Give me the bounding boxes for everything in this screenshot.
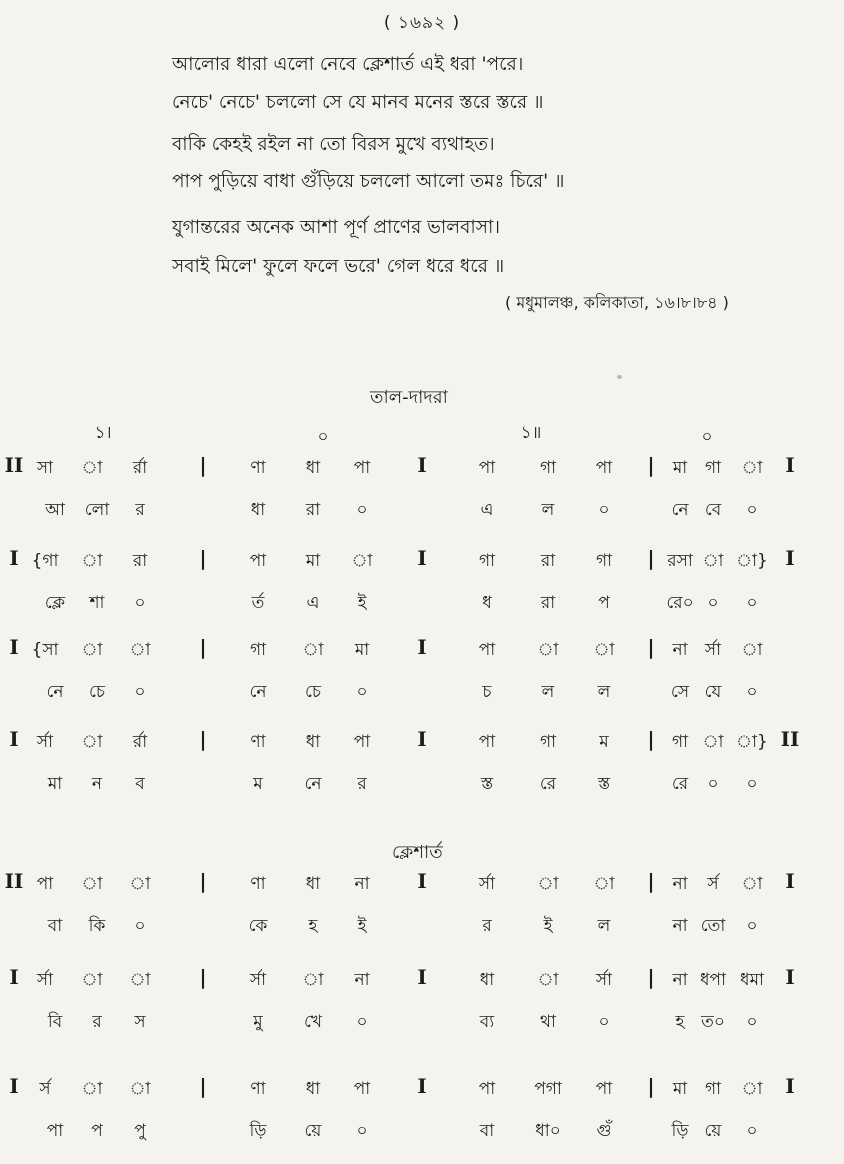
bar-line: I — [785, 453, 795, 477]
poem-line: পাপ পুড়িয়ে বাধা গুঁড়িয়ে চললো আলো তমঃ চিরে' ॥ — [172, 171, 565, 192]
bar-line: | — [647, 546, 655, 570]
lyric-syllable: র — [482, 916, 492, 936]
lyric-syllable: ০ — [746, 916, 758, 936]
lyric-syllable: মু — [253, 1012, 263, 1032]
bar-line: I — [417, 965, 427, 989]
swara-note: া — [81, 970, 103, 990]
lyric-syllable: রে — [671, 774, 689, 794]
bar-line: | — [647, 727, 655, 751]
swara-note: না — [354, 874, 370, 894]
swara-note: গা — [595, 551, 613, 571]
lyric-syllable: নে — [46, 682, 64, 702]
swara-note: া — [302, 640, 324, 660]
swara-note: র্স — [707, 874, 719, 894]
swara-note: সা — [36, 458, 54, 478]
swara-note: মা — [305, 551, 321, 571]
bar-line: I — [417, 453, 427, 477]
swara-note: া — [81, 1079, 103, 1099]
lyric-syllable: চে — [304, 682, 322, 702]
swara-note: {সা — [31, 640, 59, 660]
poem-line: সবাই মিলে' ফুলে ফলে ভরে' গেল ধরে ধরে ॥ — [172, 256, 505, 277]
lyric-syllable: ০ — [707, 593, 719, 613]
swara-note: ণা — [250, 732, 266, 752]
lyric-syllable: গুঁ — [596, 1121, 612, 1141]
lyric-syllable: ব — [135, 774, 145, 794]
lyric-syllable: ০ — [356, 1012, 368, 1032]
swara-note: র্সা — [36, 732, 54, 752]
lyric-syllable: প — [91, 1121, 103, 1141]
swara-note: া — [741, 458, 763, 478]
lyric-syllable: বি — [47, 1012, 63, 1032]
lyric-syllable: ০ — [746, 1121, 758, 1141]
swara-note: না — [672, 970, 688, 990]
page-number: ( ১৬৯২ ) — [383, 13, 461, 33]
lyric-syllable: ই — [357, 593, 367, 613]
bar-line: | — [199, 965, 207, 989]
lyric-syllable: প — [598, 593, 610, 613]
swara-note: া — [129, 640, 151, 660]
swara-note: া — [702, 551, 724, 571]
swara-note: র্রা — [132, 458, 148, 478]
swara-note: মা — [672, 1079, 688, 1099]
swara-note: না — [354, 970, 370, 990]
bar-line: I — [785, 1074, 795, 1098]
swara-note: া — [741, 1079, 763, 1099]
poem-line: যুগান্তরের অনেক আশা পূর্ণ প্রাণের ভালবাসা। — [172, 217, 500, 238]
bar-line: I — [417, 635, 427, 659]
bar-line: I — [785, 546, 795, 570]
swara-note: পা — [478, 640, 496, 660]
swara-note: রা — [132, 551, 148, 571]
swara-note: রসা — [667, 551, 693, 571]
swara-note: পা — [595, 458, 613, 478]
swara-note: া} — [736, 732, 768, 752]
swara-note: া — [81, 458, 103, 478]
swara-note: া — [702, 732, 724, 752]
bar-line: | — [647, 1074, 655, 1098]
swara-note: া — [129, 874, 151, 894]
swara-note: ধা — [305, 1079, 321, 1099]
swara-note: পা — [478, 458, 496, 478]
lyric-syllable: ল — [541, 682, 555, 702]
bar-line: | — [647, 453, 655, 477]
beat-marker: ০ — [317, 427, 329, 447]
lyric-syllable: র — [135, 500, 145, 520]
lyric-syllable: বে — [704, 500, 722, 520]
bar-line: I — [9, 965, 19, 989]
lyric-syllable: রা — [305, 500, 321, 520]
bar-line: II — [4, 869, 24, 893]
swara-note: া — [537, 874, 559, 894]
swara-note: র্সা — [704, 640, 722, 660]
bar-line: I — [9, 546, 19, 570]
bar-line: I — [785, 965, 795, 989]
lyric-syllable: না — [672, 916, 688, 936]
lyric-syllable: ক্লে — [44, 593, 66, 613]
bar-line: | — [199, 546, 207, 570]
swara-note: পা — [353, 1079, 371, 1099]
swara-note: ধা — [305, 458, 321, 478]
swara-note: পা — [353, 458, 371, 478]
lyric-syllable: ০ — [598, 1012, 610, 1032]
lyric-syllable: ০ — [356, 500, 368, 520]
swara-note: া — [302, 970, 324, 990]
swara-note: া — [129, 970, 151, 990]
swara-note: ধপা — [700, 970, 726, 990]
lyric-syllable: ধ — [482, 593, 492, 613]
lyric-syllable: র — [92, 1012, 102, 1032]
swara-note: গা — [704, 1079, 722, 1099]
bar-line: | — [199, 1074, 207, 1098]
swara-note: গা — [671, 732, 689, 752]
swara-note: গা — [539, 458, 557, 478]
lyric-syllable: শা — [89, 593, 105, 613]
lyric-syllable: ই — [543, 916, 553, 936]
beat-marker: ১॥ — [520, 423, 542, 443]
swara-note: ণা — [250, 458, 266, 478]
lyric-syllable: সে — [670, 682, 690, 702]
swara-note: া — [741, 640, 763, 660]
lyric-syllable: আ — [45, 500, 65, 520]
swara-note: া — [81, 640, 103, 660]
swara-note: র্স — [39, 1079, 51, 1099]
lyric-syllable: ল — [541, 500, 555, 520]
lyric-syllable: স্ত — [480, 774, 494, 794]
swara-note: ধা — [305, 874, 321, 894]
bar-line: I — [417, 1074, 427, 1098]
lyric-syllable: ধা০ — [535, 1121, 561, 1141]
swara-note: গা — [704, 458, 722, 478]
lyric-syllable: নে — [249, 682, 267, 702]
swara-note: া — [129, 1079, 151, 1099]
swara-note: পা — [249, 551, 267, 571]
lyric-syllable: ধা — [250, 500, 266, 520]
lyric-syllable: ০ — [746, 593, 758, 613]
lyric-syllable: র্ত — [251, 593, 265, 613]
swara-note: ণা — [250, 1079, 266, 1099]
swara-note: না — [672, 640, 688, 660]
lyric-syllable: য়ে — [304, 1121, 322, 1141]
lyric-syllable: স — [134, 1012, 146, 1032]
lyric-syllable: রে০ — [666, 593, 694, 613]
swara-note: গা — [478, 551, 496, 571]
bar-line: I — [785, 869, 795, 893]
swara-note: মা — [672, 458, 688, 478]
swara-note: পা — [353, 732, 371, 752]
lyric-syllable: কি — [88, 916, 106, 936]
lyric-syllable: লো — [84, 500, 110, 520]
lyric-syllable: ই — [357, 916, 367, 936]
swara-note: না — [672, 874, 688, 894]
lyric-syllable: এ — [306, 593, 320, 613]
lyric-syllable: ০ — [134, 593, 146, 613]
swara-note: া — [537, 970, 559, 990]
lyric-syllable: ম — [253, 774, 263, 794]
poem-line: নেচে' নেচে' চললো সে যে মানব মনের স্তরে স্তরে ॥ — [172, 92, 544, 113]
lyric-syllable: ল — [597, 916, 611, 936]
print-smudge — [617, 375, 622, 379]
swara-note: া — [741, 874, 763, 894]
beat-marker: ১। — [94, 423, 112, 443]
bar-line: I — [9, 727, 19, 751]
lyric-syllable: ০ — [134, 916, 146, 936]
lyric-syllable: ন — [91, 774, 103, 794]
swara-note: পা — [478, 1079, 496, 1099]
bar-line: | — [199, 869, 207, 893]
lyric-syllable: যে — [704, 682, 722, 702]
swara-note: পা — [595, 1079, 613, 1099]
swara-note: {গা — [31, 551, 59, 571]
swara-note: ণা — [250, 874, 266, 894]
lyric-syllable: পু — [134, 1121, 146, 1141]
lyric-syllable: ড়ি — [671, 1121, 689, 1141]
swara-note: ধা — [305, 732, 321, 752]
swara-note: া — [351, 551, 373, 571]
lyric-syllable: পা — [46, 1121, 64, 1141]
bar-line: | — [199, 635, 207, 659]
swara-note: র্সা — [595, 970, 613, 990]
lyric-syllable: য়ে — [704, 1121, 722, 1141]
lyric-syllable: থা — [540, 1012, 556, 1032]
lyric-syllable: ০ — [134, 682, 146, 702]
bar-line: I — [417, 546, 427, 570]
lyric-syllable: রে — [539, 774, 557, 794]
lyric-syllable: নে — [304, 774, 322, 794]
lyric-syllable: ০ — [356, 1121, 368, 1141]
swara-note: ধা — [479, 970, 495, 990]
swara-note: গা — [539, 732, 557, 752]
swara-note: পা — [36, 874, 54, 894]
poem-credit: ( মধুমালঞ্চ, কলিকাতা, ১৬।৮।৮৪ ) — [505, 293, 729, 312]
lyric-syllable: ০ — [707, 774, 719, 794]
lyric-syllable: হ — [675, 1012, 685, 1032]
poem-line: আলোর ধারা এলো নেবে ক্লেশার্ত এই ধরা 'পরে। — [172, 54, 524, 75]
swara-note: রা — [540, 551, 556, 571]
bar-line: | — [199, 727, 207, 751]
swara-note: পা — [478, 732, 496, 752]
lyric-syllable: হ — [308, 916, 318, 936]
swara-note: গা — [249, 640, 267, 660]
lyric-syllable: র — [357, 774, 367, 794]
swara-note: া} — [736, 551, 768, 571]
swara-note: া — [81, 732, 103, 752]
swara-note: মা — [354, 640, 370, 660]
lyric-syllable: কে — [248, 916, 268, 936]
lyric-syllable: স্ত — [597, 774, 611, 794]
lyric-syllable: নে — [671, 500, 689, 520]
lyric-syllable: বা — [479, 1121, 495, 1141]
lyric-syllable: ০ — [746, 774, 758, 794]
bar-line: | — [199, 453, 207, 477]
bar-line: | — [647, 965, 655, 989]
swara-note: র্সা — [249, 970, 267, 990]
lyric-syllable: ব্য — [479, 1012, 495, 1032]
lyric-syllable: মা — [47, 774, 63, 794]
lyric-syllable: ০ — [746, 500, 758, 520]
swara-note: া — [81, 551, 103, 571]
lyric-syllable: এ — [480, 500, 494, 520]
lyric-syllable: খে — [303, 1012, 323, 1032]
lyric-syllable: ০ — [746, 682, 758, 702]
swara-note: পগা — [534, 1079, 562, 1099]
bar-line: I — [9, 635, 19, 659]
swara-note: র্রা — [132, 732, 148, 752]
swara-note: া — [593, 640, 615, 660]
poem-line: বাকি কেহই রইল না তো বিরস মুখে ব্যথাহত। — [172, 134, 495, 155]
lyric-syllable: ০ — [746, 1012, 758, 1032]
bar-line: I — [417, 869, 427, 893]
bar-line: II — [4, 453, 24, 477]
swara-note: া — [593, 874, 615, 894]
beat-marker: ০ — [701, 427, 713, 447]
bar-line: | — [647, 869, 655, 893]
swara-note: ধমা — [740, 970, 764, 990]
lyric-syllable: ০ — [598, 500, 610, 520]
bar-line: | — [647, 635, 655, 659]
bar-line: I — [9, 1074, 19, 1098]
lyric-syllable: ড়ি — [249, 1121, 267, 1141]
lyric-syllable: ০ — [356, 682, 368, 702]
section-title: ক্লেশার্ত — [392, 842, 443, 863]
lyric-syllable: ল — [597, 682, 611, 702]
lyric-syllable: চ — [482, 682, 492, 702]
lyric-syllable: চে — [88, 682, 106, 702]
swara-note: র্সা — [478, 874, 496, 894]
tala-title: তাল-দাদরা — [370, 387, 448, 408]
bar-line: II — [780, 727, 800, 751]
swara-note: র্সা — [36, 970, 54, 990]
swara-note: া — [537, 640, 559, 660]
swara-note: া — [81, 874, 103, 894]
lyric-syllable: বা — [47, 916, 63, 936]
bar-line: I — [417, 727, 427, 751]
swara-note: ম — [599, 732, 609, 752]
lyric-syllable: রা — [540, 593, 556, 613]
lyric-syllable: ত০ — [701, 1012, 725, 1032]
lyric-syllable: তো — [700, 916, 726, 936]
